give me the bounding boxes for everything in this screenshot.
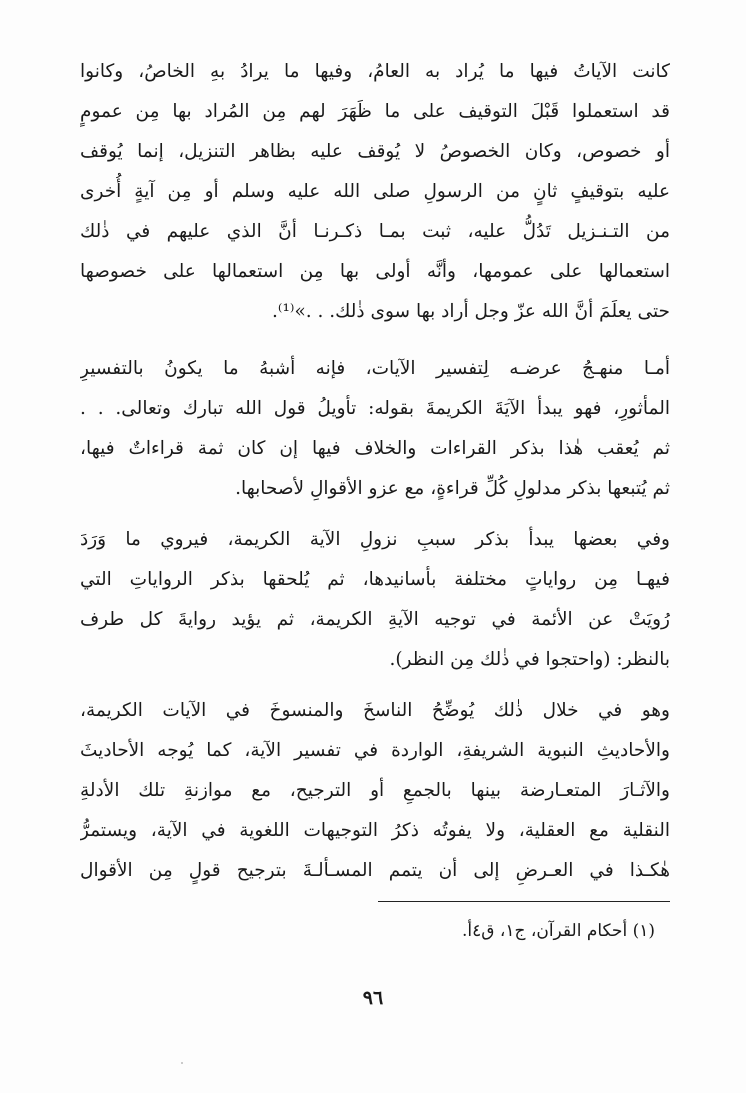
paragraph-2	[80, 349, 670, 509]
page-number: ٩٦	[362, 987, 384, 1009]
paragraph-3	[80, 520, 670, 680]
scan-speck	[181, 1062, 183, 1064]
text-line: المأثورِ، فهو يبدأ الآيَةَ الكريمةَ بقوله: تأويلُ قول الله تبارك وتعالى. . .	[80, 398, 670, 419]
text-line: ثم يُتبعها بذكر مدلولِ كُلِّ قراءةٍ، مع عزو الأقوالِ لأصحابها.	[235, 478, 670, 499]
footnote-divider	[378, 901, 670, 902]
paragraph-1	[80, 52, 670, 332]
text-line: استعمالها على عمومها، وأنَّه أولى بها مِن استعمالها على خصوصها	[80, 261, 670, 282]
text-line: فيهـا مِن رواياتٍ مختلفة بأسانيدها، ثم يُلحقها بذكر الرواياتِ التي	[80, 569, 670, 590]
text-line: من التـنـزيل تَدُلُّ عليه، ثبت بمـا ذكـرنـا أنَّ الذي عليهم في ذٰلك	[80, 221, 670, 242]
text-line: النقلية مع العقلية، ولا يفوتُه ذكرُ التوجيهات اللغوية في الآية، ويستمرُّ	[80, 820, 670, 841]
text-line: والأحاديثِ النبوية الشريفةِ، الواردة في تفسير الآية، كما يُوجه الأحاديثَ	[80, 740, 670, 761]
text-line: أمـا منهـجُ عرضـه لِتفسير الآيات، فإنه أشبهُ ما يكونُ بالتفسيرِ	[80, 358, 670, 379]
text-line: بالنظر: (واحتجوا في ذٰلك مِن النظر).	[389, 649, 670, 670]
footnote: (١) أحكام القرآن، ج١، ق٤أ.	[461, 921, 655, 941]
text-line: رُويَتْ عن الأئمة في توجيه الآيةِ الكريمة، ثم يؤيد روايةَ كل طرف	[80, 609, 670, 630]
text-line: والآثـارَ المتعـارضة بينها بالجمعِ أو الترجيح، مع موازنةِ تلك الأدلةِ	[80, 780, 670, 801]
paragraph-4	[80, 691, 670, 891]
text-line: عليه بتوقيفٍ ثانٍ من الرسولِ صلى الله عليه وسلم أو مِن آيةٍ أُخرى	[80, 181, 670, 202]
text-line: قد استعملوا قَبْلَ التوقيف على ما ظَهَرَ لهم مِن المُراد بها مِن عمومٍ	[80, 101, 670, 122]
text-line: هٰكـذا في العـرضِ إلى أن يتمم المسـألـةَ بترجيح قولٍ مِن الأقوال	[80, 860, 670, 881]
text-line: كانت الآياتُ فيها ما يُراد به العامُ، وفيها ما يرادُ بهِ الخاصُ، وكانوا	[80, 61, 670, 82]
text-line: وهو في خلال ذٰلك يُوضِّحُ الناسخَ والمنسوخَ في الآيات الكريمة،	[80, 700, 670, 721]
text-line: ثم يُعقب هٰذا بذكر القراءات والخلاف فيها إن كان ثمة قراءاتٌ فيها،	[80, 438, 670, 459]
text-line: وفي بعضها يبدأ بذكر سببِ نزولِ الآية الكريمة، فيروي ما وَرَدَ	[80, 529, 670, 550]
text-line: حتى يعلَمَ أنَّ الله عزّ وجل أراد بها سوى ذٰلك. . .»⁽¹⁾.	[272, 301, 670, 322]
text-line: أو خصوص، وكان الخصوصُ لا يُوقف عليه بظاهر التنزيل، إنما يُوقف	[80, 141, 670, 162]
